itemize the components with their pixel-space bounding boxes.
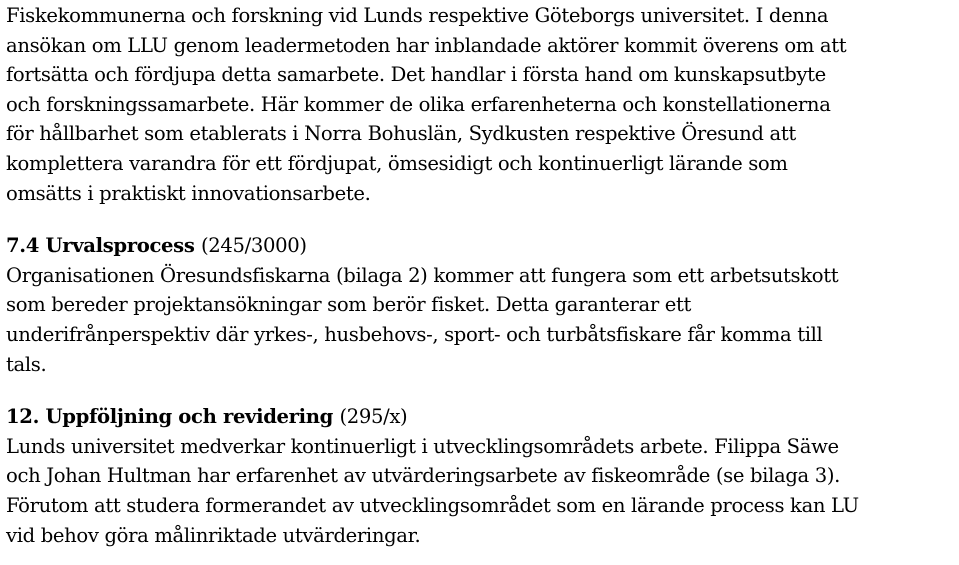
text-line: för hållbarhet som etablerats i Norra Bohuslän, Sydkusten respektive Öresund att bbox=[6, 122, 796, 146]
text-line: Lunds universitet medverkar kontinuerligt i utvecklingsområdets arbete. Filippa Säwe bbox=[6, 434, 839, 458]
section-heading-12 bbox=[6, 402, 956, 432]
text-line: och Johan Hultman har erfarenhet av utvärderingsarbete av fiskeområde (se bilaga 3). bbox=[6, 464, 841, 488]
text-line: underifrånperspektiv där yrkes-, husbehovs-, sport- och turbåtsfiskare får komma till bbox=[6, 322, 823, 346]
text-line: Organisationen Öresundsfiskarna (bilaga 2) kommer att fungera som ett arbetsutskott bbox=[6, 263, 839, 287]
text-line: fortsätta och fördjupa detta samarbete. Det handlar i första hand om kunskapsutbyte bbox=[6, 63, 826, 87]
text-line: ansökan om LLU genom leadermetoden har inblandade aktörer kommit överens om att bbox=[6, 33, 847, 57]
character-count: (295/x) bbox=[339, 405, 408, 429]
text-line: tals. bbox=[6, 352, 47, 376]
section-title: Urvalsprocess bbox=[45, 234, 195, 258]
section-12-paragraph bbox=[6, 432, 956, 550]
text-line: Fiskekommunerna och forskning vid Lunds respektive Göteborgs universitet. I denna bbox=[6, 4, 829, 27]
paragraph-spacer bbox=[6, 379, 956, 402]
paragraph-spacer bbox=[6, 208, 956, 231]
section-number: 12. bbox=[6, 405, 40, 429]
intro-paragraph bbox=[6, 1, 956, 208]
character-count: (245/3000) bbox=[200, 234, 307, 258]
text-line: vid behov göra målinriktade utvärderingar. bbox=[6, 523, 421, 547]
text-line: som bereder projektansökningar som berör fisket. Detta garanterar ett bbox=[6, 293, 692, 317]
section-7-4-paragraph bbox=[6, 261, 956, 379]
text-line: omsätts i praktiskt innovationsarbete. bbox=[6, 181, 371, 205]
section-heading-7-4 bbox=[6, 231, 956, 261]
text-line: och forskningssamarbete. Här kommer de olika erfarenheterna och konstellationerna bbox=[6, 92, 831, 116]
section-title: Uppföljning och revidering bbox=[45, 405, 333, 429]
text-line: Förutom att studera formerandet av utvecklingsområdet som en lärande process kan LU bbox=[6, 493, 859, 517]
text-line: komplettera varandra för ett fördjupat, ömsesidigt och kontinuerligt lärande som bbox=[6, 151, 788, 175]
document-page bbox=[6, 0, 956, 550]
section-number: 7.4 bbox=[6, 234, 40, 258]
